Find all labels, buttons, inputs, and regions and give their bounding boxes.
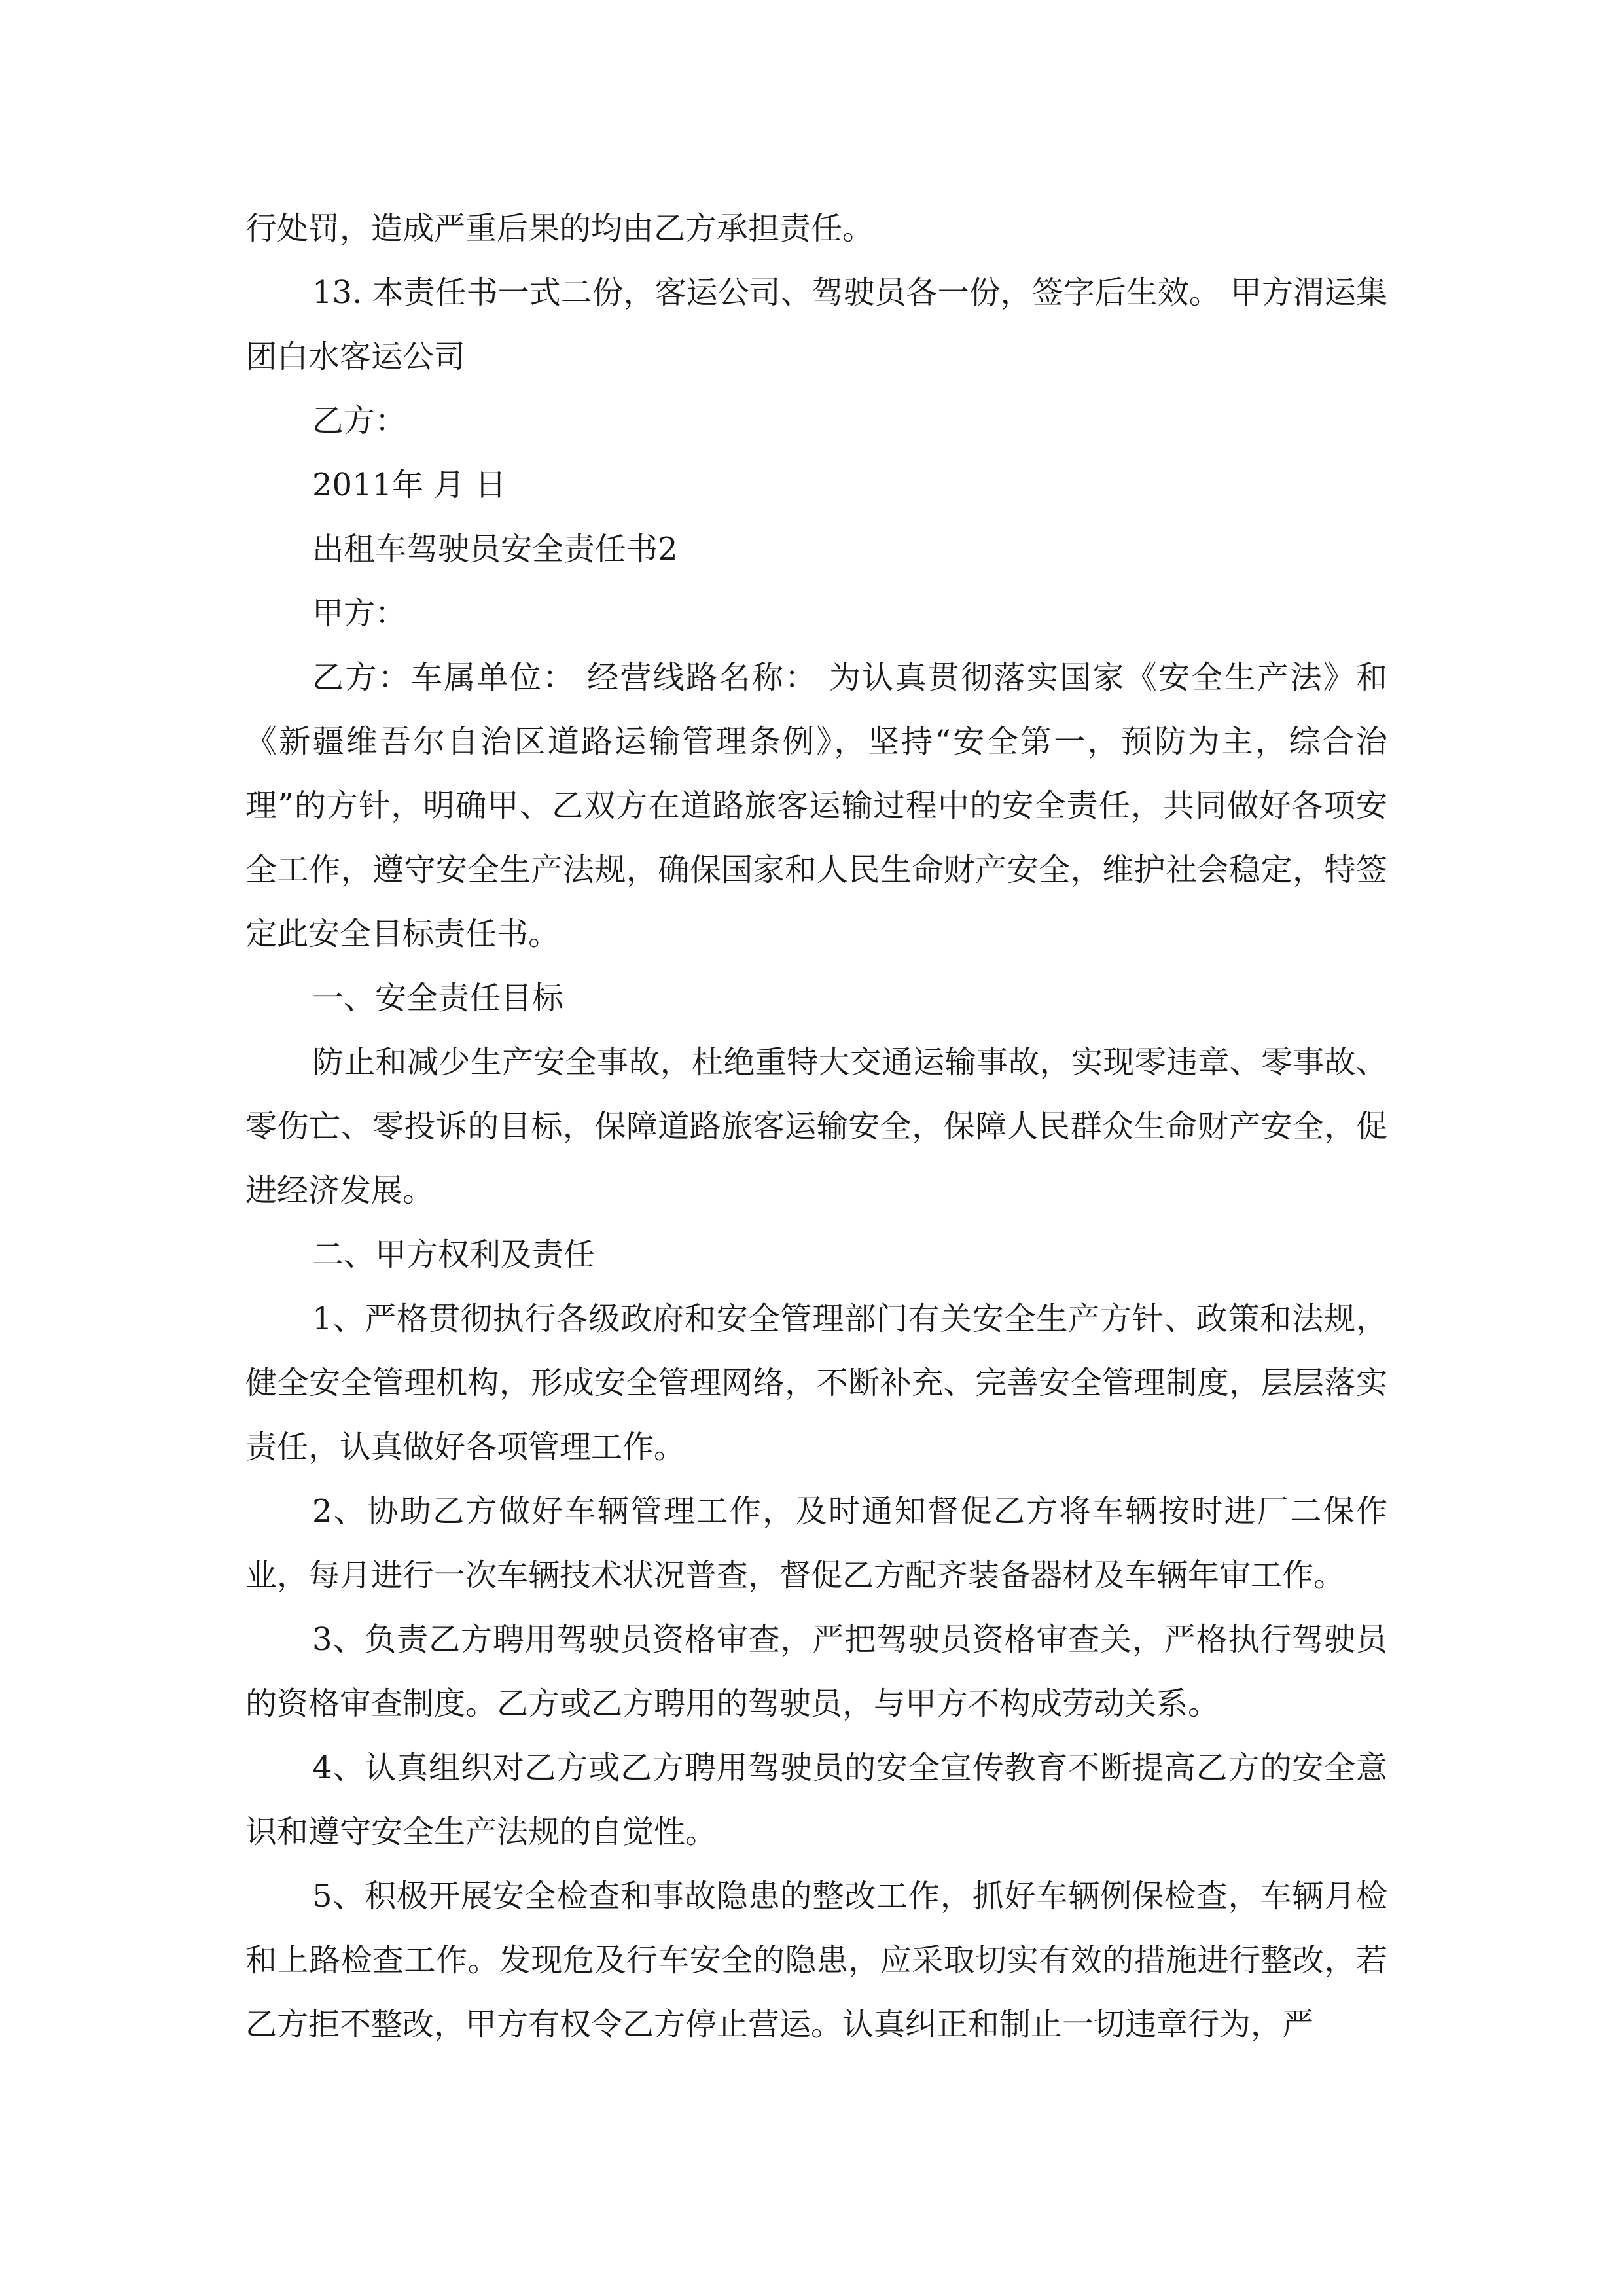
paragraph-clause-13: 13. 本责任书一式二份，客运公司、驾驶员各一份，签字后生效。 甲方渭运集团白水客运公司 <box>245 274 1387 375</box>
section-heading-1: 一、安全责任目标 <box>312 980 564 1016</box>
section-heading-2: 二、甲方权利及责任 <box>312 1236 596 1273</box>
party-b-signature-line: 乙方： <box>312 403 407 439</box>
party-a-line: 甲方： <box>312 595 407 632</box>
paragraph-item-2: 2、协助乙方做好车辆管理工作，及时通知督促乙方将车辆按时进厂二保作业，每月进行一次车辆技术状况普查，督促乙方配齐装备器材及车辆年审工作。 <box>245 1493 1387 1594</box>
date-line: 2011年 月 日 <box>312 467 507 503</box>
document-body <box>245 196 1387 2056</box>
paragraph-item-4: 4、认真组织对乙方或乙方聘用驾驶员的安全宣传教育不断提高乙方的安全意识和遵守安全生产法规的自觉性。 <box>245 1749 1387 1850</box>
paragraph-item-5: 5、积极开展安全检查和事故隐患的整改工作，抓好车辆例保检查，车辆月检和上路检查工作。发现危及行车安全的隐患，应采取切实有效的措施进行整改，若乙方拒不整改，甲方有权令乙方停止营运。认真纠正和制止一切违章行为，严 <box>245 1878 1387 2043</box>
paragraph-item-3: 3、负责乙方聘用驾驶员资格审查，严把驾驶员资格审查关，严格执行驾驶员的资格审查制度。乙方或乙方聘用的驾驶员，与甲方不构成劳动关系。 <box>245 1621 1387 1722</box>
paragraph-goal: 防止和减少生产安全事故，杜绝重特大交通运输事故，实现零违章、零事故、零伤亡、零投诉的目标，保障道路旅客运输安全，保障人民群众生命财产安全，促进经济发展。 <box>245 1044 1387 1209</box>
paragraph-item-1: 1、严格贯彻执行各级政府和安全管理部门有关安全生产方针、政策和法规，健全安全管理机构，形成安全管理网络，不断补充、完善安全管理制度，层层落实责任，认真做好各项管理工作。 <box>245 1300 1387 1465</box>
paragraph-preamble: 乙方：车属单位： 经营线路名称： 为认真贯彻落实国家《安全生产法》和《新疆维吾尔自治区道路运输管理条例》，坚持“安全第一，预防为主，综合治理”的方针，明确甲、乙双方在道路旅客运输过程中的安全责任，共同做好各项安全工作，遵守安全生产法规，确保国家和人民生命财产安全，维护社会稳定，特签定此安全目标责任书。 <box>245 659 1387 952</box>
paragraph-continuation: 行处罚，造成严重后果的均由乙方承担责任。 <box>245 210 874 247</box>
document-title: 出租车驾驶员安全责任书2 <box>312 531 678 567</box>
